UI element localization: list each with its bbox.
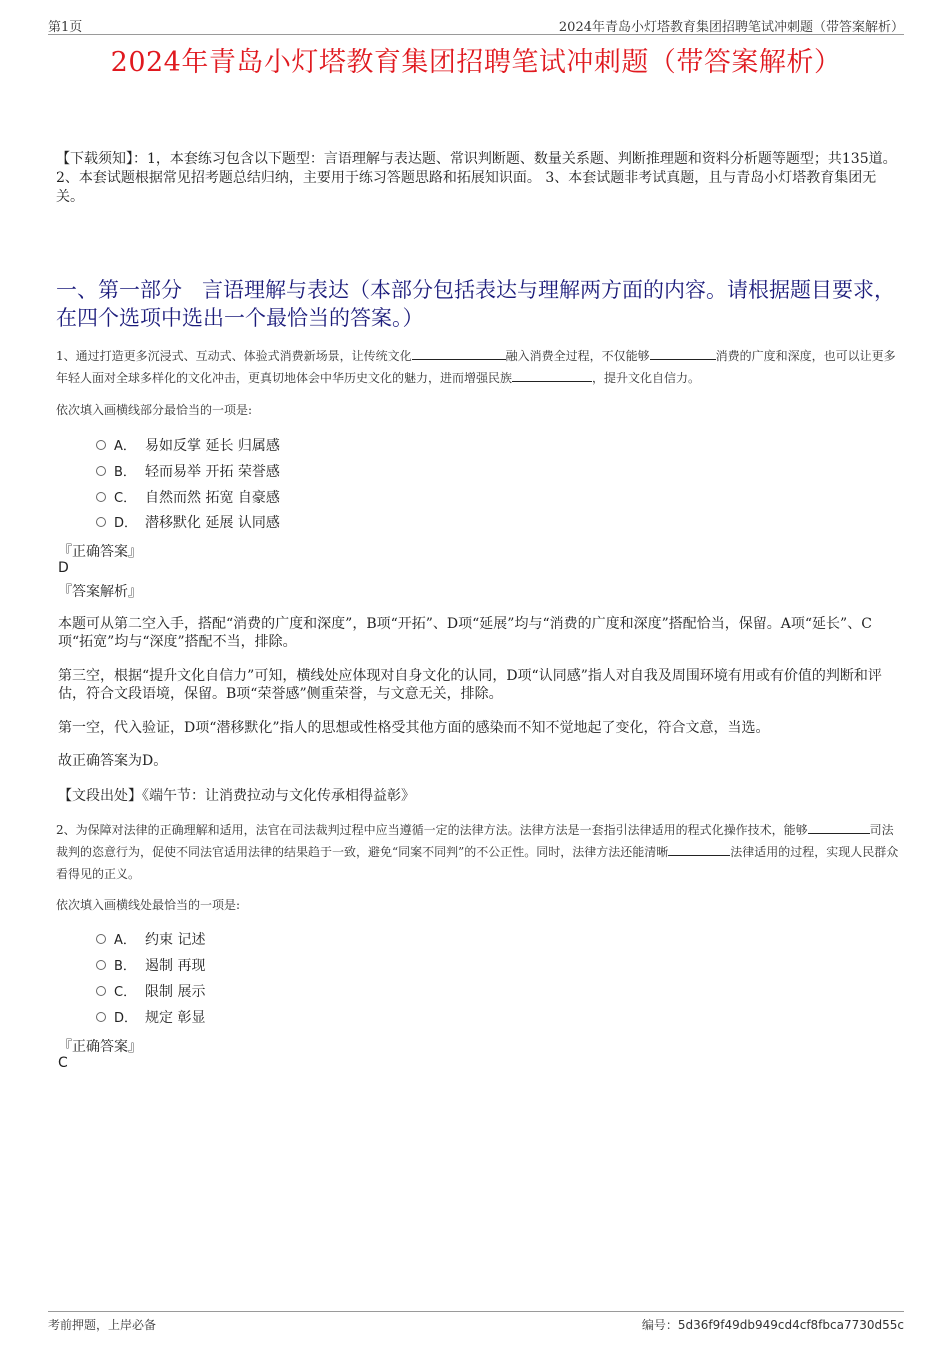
page-footer <box>48 1311 904 1332</box>
q2-option-c[interactable]: C． 限制 展示 <box>96 982 205 1002</box>
radio-icon[interactable] <box>96 466 106 476</box>
download-notice: 【下载须知】：1，本套练习包含以下题型：言语理解与表达题、常识判断题、数量关系题、判断推理题和资料分析题等题型；共135道。 2、本套试题根据常见招考题总结归纳，主要用于练习答题思路和拓展知识面。 3、本套试题非考试真题，且与青岛小灯塔教育集团无关。 <box>56 151 897 205</box>
q1-analysis-2: 第三空，根据“提升文化自信力”可知，横线处应体现对自身文化的认同，D项“认同感”指人对自我及周围环境有用或有价值的判断和评估，符合文段语境，保留。B项“荣誉感”侧重荣誉，与文意无关，排除。 <box>58 668 882 702</box>
q1-text-d: ，提升文化自信力。 <box>592 371 701 385</box>
radio-icon[interactable] <box>96 517 106 527</box>
q2-option-d[interactable]: D． 规定 彰显 <box>96 1008 205 1028</box>
section-text: 言语理解与表达（本部分包括表达与理解两方面的内容。请根据题目要求，在四个选项中选出一个最恰当的答案。） <box>56 278 895 330</box>
footer-code-label: 编号： <box>641 1318 678 1332</box>
q2-blank-2 <box>668 841 730 856</box>
question-1-stem <box>56 345 901 389</box>
q2-option-a[interactable]: A． 约束 记述 <box>96 930 205 950</box>
q2-text-a: 2、为保障对法律的正确理解和适用，法官在司法裁判过程中应当遵循一定的法律方法。法律方法是一套指引法律适用的程式化操作技术，能够 <box>56 823 808 837</box>
q2-text-c: 法律适用的过程，实现人民群众看得见的正义。 <box>56 845 899 881</box>
q1-answer-label: 『正确答案』 <box>58 544 142 560</box>
q1-blank-1 <box>412 345 506 360</box>
q1-text-c: 消费的广度和深度，也可以让更多年轻人面对全球多样化的文化冲击，更真切地体会中华历史文化的魅力，进而增强民族 <box>56 349 896 385</box>
radio-icon[interactable] <box>96 1012 106 1022</box>
radio-icon[interactable] <box>96 492 106 502</box>
radio-icon[interactable] <box>96 960 106 970</box>
document-title: 2024年青岛小灯塔教育集团招聘笔试冲刺题（带答案解析） <box>110 47 842 78</box>
q1-text-a: 1、通过打造更多沉浸式、互动式、体验式消费新场景，让传统文化 <box>56 349 412 363</box>
page-number: 第1页 <box>48 20 83 35</box>
radio-icon[interactable] <box>96 440 106 450</box>
q1-analysis-4: 故正确答案为D。 <box>58 753 168 769</box>
q1-option-c[interactable]: C． 自然而然 拓宽 自豪感 <box>96 488 280 508</box>
q1-analysis-3: 第一空，代入验证，D项“潜移默化”指人的思想或性格受其他方面的感染而不知不觉地起了变化，符合文意，当选。 <box>58 720 770 736</box>
q2-option-b[interactable]: B． 遏制 再现 <box>96 956 205 976</box>
q2-hint: 依次填入画横线处最恰当的一项是: <box>56 898 241 912</box>
radio-icon[interactable] <box>96 934 106 944</box>
q2-blank-1 <box>808 819 870 834</box>
q1-text-b: 融入消费全过程，不仅能够 <box>505 349 650 363</box>
q1-analysis-1: 本题可从第二空入手，搭配“消费的广度和深度”，B项“开拓”、D项“延展”均与“消费的广度和深度”搭配恰当，保留。A项“延长”、C项“拓宽”均与“深度”搭配不当，排除。 <box>58 616 872 650</box>
footer-code <box>642 1316 904 1333</box>
q1-option-b[interactable]: B． 轻而易举 开拓 荣誉感 <box>96 462 280 482</box>
section-label: 一、第一部分 <box>56 278 182 302</box>
q2-answer-label: 『正确答案』 <box>58 1039 142 1055</box>
page-header <box>48 14 904 35</box>
footer-slogan: 考前押题，上岸必备 <box>48 1318 157 1332</box>
q2-answer: C <box>58 1055 68 1071</box>
question-2-stem <box>56 819 901 885</box>
footer-code-value: 5d36f9f49db949cd4cf8fbca7730d55c <box>677 1318 904 1332</box>
q1-answer: D <box>58 560 69 576</box>
q1-option-d[interactable]: D． 潜移默化 延展 认同感 <box>96 513 280 533</box>
q1-source: 【文段出处】《端午节：让消费拉动与文化传承相得益彰》 <box>58 788 415 804</box>
q1-analysis-label: 『答案解析』 <box>58 584 142 600</box>
q1-blank-3 <box>512 367 592 382</box>
section-heading <box>56 276 901 332</box>
q2-text-b: 司法裁判的恣意行为，促使不同法官适用法律的结果趋于一致，避免“同案不同判”的不公正性。同时，法律方法还能清晰 <box>56 823 894 859</box>
q1-hint: 依次填入画横线部分最恰当的一项是: <box>56 403 253 417</box>
radio-icon[interactable] <box>96 986 106 996</box>
q1-option-a[interactable]: A． 易如反掌 延长 归属感 <box>96 436 280 456</box>
header-doc-title: 2024年青岛小灯塔教育集团招聘笔试冲刺题（带答案解析） <box>558 20 904 35</box>
q1-blank-2 <box>650 345 716 360</box>
